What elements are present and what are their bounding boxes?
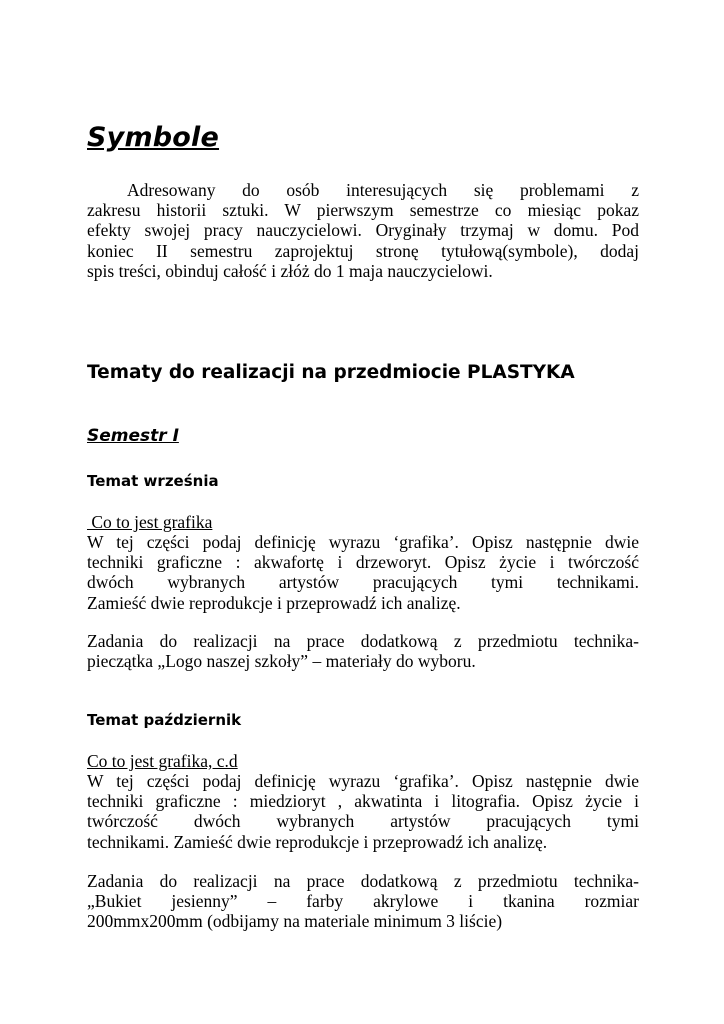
intro-line: spis treści, obinduj całość i złóż do 1 maja nauczycielowi. <box>87 260 493 281</box>
october-body <box>87 771 639 852</box>
topics-heading: Tematy do realizacji na przedmiocie PLASTYKA <box>87 362 575 383</box>
october-extra-line: Zadania do realizacji na prace dodatkową z przedmiotu technika- <box>87 871 639 891</box>
september-body-line: Zamieść dwie reprodukcje i przeprowadź ich analizę. <box>87 592 461 613</box>
october-extra-line: 200mmx200mm (odbijamy na materiale minimum 3 liście) <box>87 911 503 932</box>
october-subtitle: Co to jest grafika, c.d <box>87 751 238 771</box>
october-extra-line: „Bukiet jesienny” – farby akrylowe i tkanina rozmiar <box>87 891 639 912</box>
intro-line: efekty swojej pracy nauczycielowi. Oryginały trzymaj w domu. Pod <box>87 220 639 241</box>
september-body-line: W tej części podaj definicję wyrazu ‘grafika’. Opisz następnie dwie <box>87 532 639 552</box>
october-body-line: W tej części podaj definicję wyrazu ‘grafika’. Opisz następnie dwie <box>87 771 639 791</box>
page-title: Symbole <box>87 122 220 153</box>
september-body <box>87 532 639 613</box>
october-body-line: twórczość dwóch wybranych artystów pracujących tymi <box>87 811 639 832</box>
september-subtitle: Co to jest grafika <box>87 512 213 532</box>
intro-paragraph <box>87 180 639 281</box>
september-extra <box>87 631 639 671</box>
october-heading: Temat październik <box>87 711 242 729</box>
semester-heading: Semestr I <box>87 426 179 446</box>
september-extra-line: pieczątka „Logo naszej szkoły” – materiały do wyboru. <box>87 651 476 672</box>
september-heading: Temat września <box>87 472 219 490</box>
september-body-line: techniki graficzne : akwafortę i drzeworyt. Opisz życie i twórczość <box>87 552 639 573</box>
intro-line: zakresu historii sztuki. W pierwszym semestrze co miesiąc pokaz <box>87 200 639 221</box>
october-extra <box>87 871 639 932</box>
october-body-line: technikami. Zamieść dwie reprodukcje i przeprowadź ich analizę. <box>87 831 548 852</box>
intro-line: Adresowany do osób interesujących się problemami z <box>127 180 639 200</box>
september-body-line: dwóch wybranych artystów pracujących tymi technikami. <box>87 572 639 593</box>
intro-line: koniec II semestru zaprojektuj stronę tytułową(symbole), dodaj <box>87 240 639 261</box>
october-body-line: techniki graficzne : miedzioryt , akwatinta i litografia. Opisz życie i <box>87 791 639 812</box>
september-extra-line: Zadania do realizacji na prace dodatkową z przedmiotu technika- <box>87 631 639 651</box>
